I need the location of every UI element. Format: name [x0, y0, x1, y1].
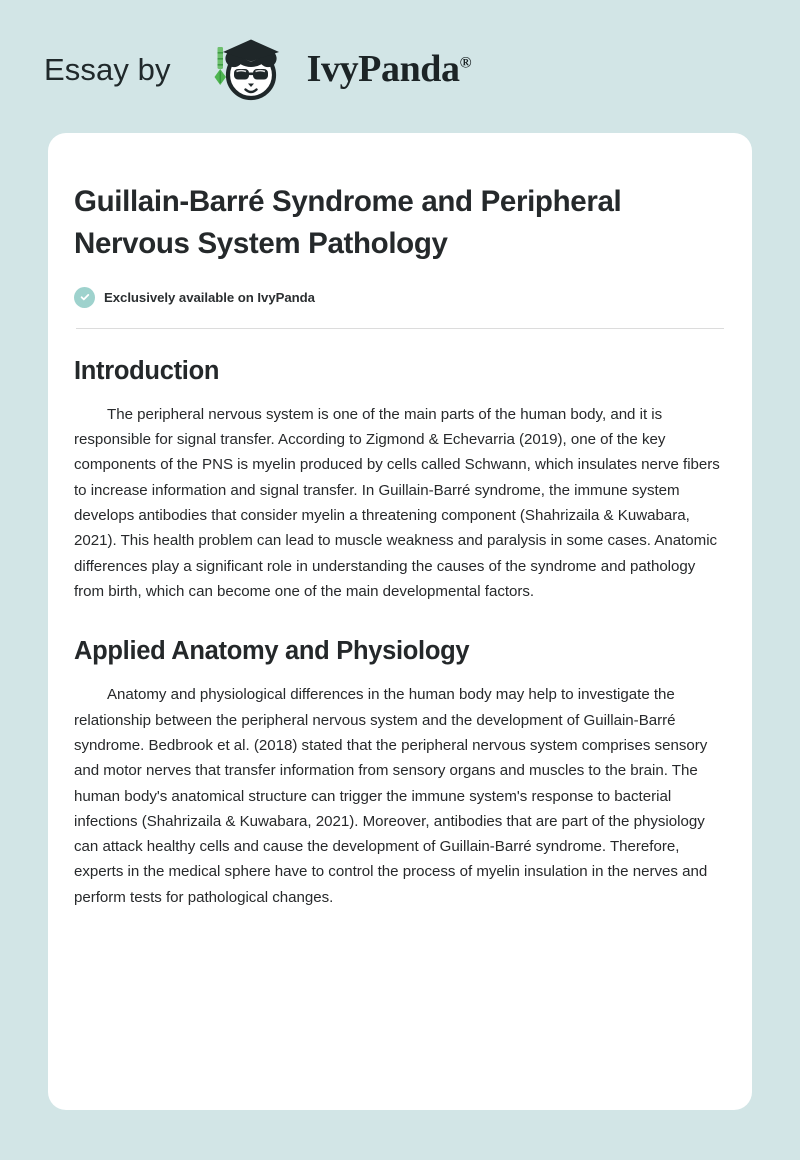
page-title: Guillain-Barré Syndrome and Peripheral Nervous System Pathology — [74, 185, 622, 260]
status-badge — [74, 287, 726, 308]
section-paragraph-introduction: The peripheral nervous system is one of the main parts of the human body, and it is responsible for signal transfer. According to Zigmond & Echevarria (2019), one of the key components of the PNS is myelin produced by cells called Schwann, which insulates nerve fibers to increase information and signal transfer. In Guillain-Barré syndrome, the immune system develops antibodies that consider myelin a threatening component (Shahrizaila & Kuwabara, 2021). This health problem can lead to muscle weakness and paralysis in some cases. Anatomic differences play a significant role in understanding the causes of the syndrome and pathology from birth, which can become one of the main developmental factors. — [74, 405, 720, 600]
registered-trademark-symbol: ® — [459, 54, 472, 72]
panda-graduation-cap-icon — [193, 31, 305, 103]
status-badge-label: Exclusively available on IvyPanda — [104, 289, 315, 305]
ivypanda-logo[interactable] — [193, 35, 472, 103]
title-divider — [76, 328, 724, 329]
essay-by-label: Essay by — [44, 51, 171, 87]
section-heading-introduction: Introduction — [74, 356, 220, 385]
brand-name-text: IvyPanda — [306, 48, 460, 90]
section-heading-applied-anatomy-and-physiology: Applied Anatomy and Physiology — [74, 637, 470, 666]
brand-header — [44, 36, 472, 102]
document-card — [48, 133, 752, 1110]
check-circle-icon — [74, 287, 95, 308]
ivypanda-wordmark — [307, 50, 472, 88]
section-paragraph-applied-anatomy-and-physiology: Anatomy and physiological differences in the human body may help to investigate the relationship between the peripheral nervous system and the development of Guillain-Barré syndrome. Bedbrook et al. (2018) stated that the peripheral nervous system comprises sensory and motor nerves that transfer information from sensory organs and muscles to the brain. The human body's anatomical structure can trigger the immune system's response to bacterial infections (Shahrizaila & Kuwabara, 2021). Moreover, antibodies that are part of the physiology can attack healthy cells and cause the development of Guillain-Barré syndrome. Therefore, experts in the medical sphere have to control the process of myelin insulation in the nerves and perform tests for pathological changes. — [74, 686, 708, 906]
